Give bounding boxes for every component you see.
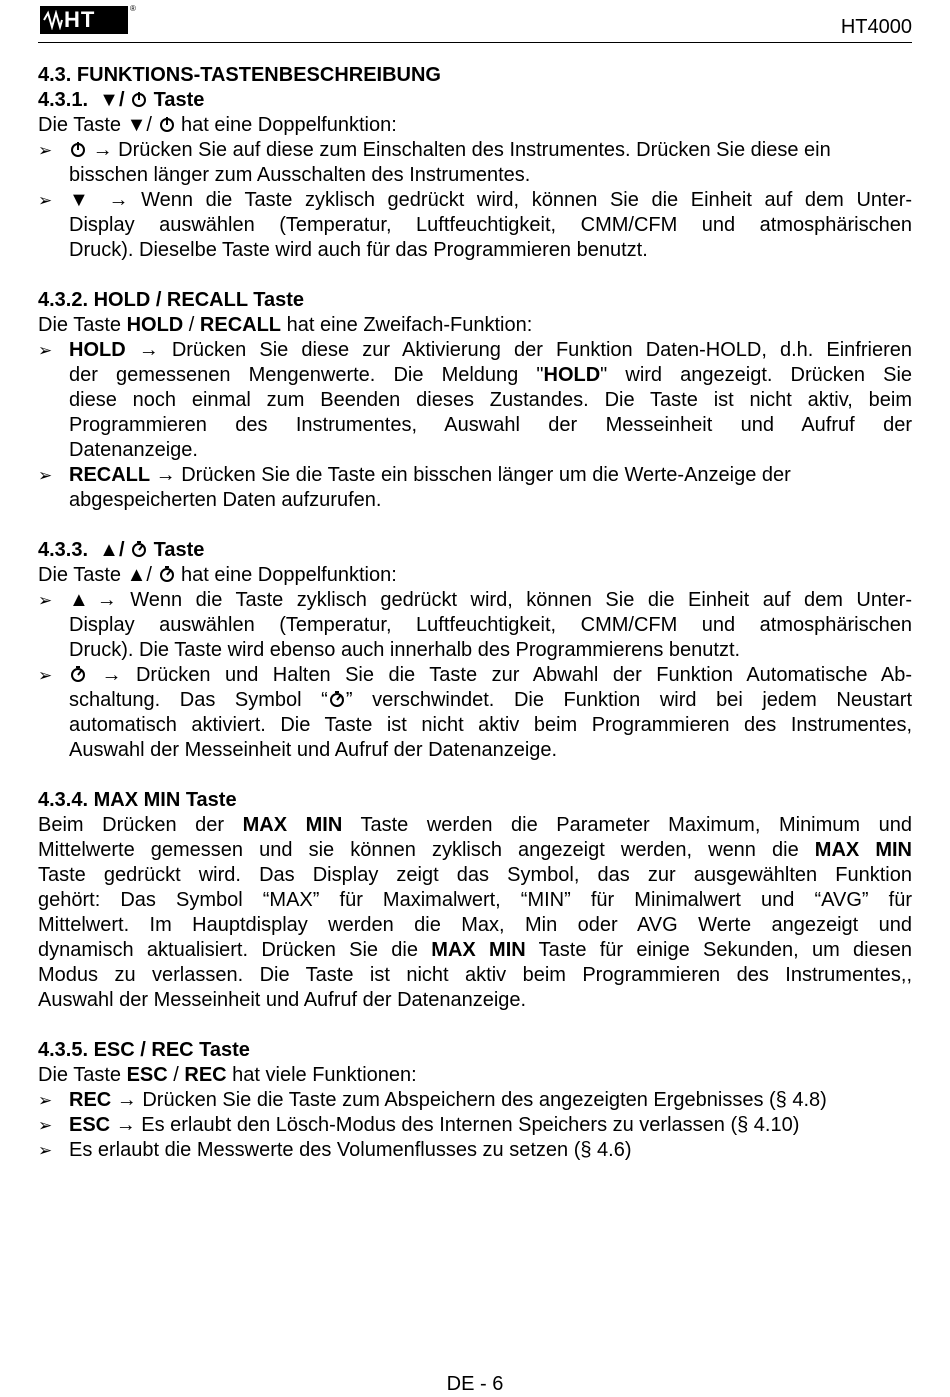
arrow-right-icon: →	[155, 464, 176, 486]
bullet-arrow-icon: ➢	[38, 191, 53, 210]
down-triangle-icon: ▼	[69, 189, 96, 211]
paragraph: Die Taste ESC / REC hat viele Funktionen:	[38, 1064, 417, 1086]
down-triangle-icon: ▼	[99, 89, 119, 111]
paragraph: Die Taste ▼/ hat eine Doppelfunktion:	[38, 114, 397, 136]
section-heading-4-3-2: 4.3.2. HOLD / RECALL Taste	[38, 289, 304, 311]
arrow-right-icon: →	[116, 1089, 137, 1111]
down-triangle-icon: ▼	[126, 114, 147, 136]
arrow-right-icon: →	[101, 664, 122, 686]
list-item: ➢ ▼ → Wenn die Taste zyklisch gedrückt wird, können Sie die Einheit auf dem Unter- Display auswählen (Temperatur, Luftfeuchtigkeit, CMM/CFM und atmosphärischen Druck). Dieselbe Taste wird auch für das Programmieren benutzt.	[38, 189, 913, 261]
paragraph-line: Beim Drücken der MAX MIN Taste werden die Parameter Maximum, Minimum und	[38, 814, 912, 836]
paragraph-line: Mittelwerte gemessen und sie können zyklisch angezeigt werden, wenn die MAX MIN	[38, 839, 912, 861]
arrow-right-icon: →	[96, 589, 117, 611]
section-heading-4-3-3: 4.3.3. ▲/ Taste	[38, 539, 205, 561]
page-number: DE - 6	[446, 1373, 504, 1395]
arrow-right-icon: →	[138, 339, 159, 361]
list-item: ➢ ESC → Es erlaubt den Lösch-Modus des Internen Speichers zu verlassen (§ 4.10)	[38, 1114, 800, 1136]
list-item: ➢ → Drücken und Halten Sie die Taste zur Abwahl der Funktion Automatische Ab- schaltung. Das Symbol “ ” verschwindet. Die Funktion wird bei jedem Neustart automatisch aktiviert. Die Taste ist nicht aktiv beim Programmieren des Instrumentes, Auswahl der Messeinheit und Aufruf der Datenanzeige.	[38, 664, 912, 761]
paragraph-line: gehört: Das Symbol “MAX” für Maximalwert, “MIN” für Minimalwert und “AVG” für	[38, 889, 912, 911]
power-icon	[158, 115, 176, 133]
arrow-right-icon: →	[92, 139, 113, 161]
bullet-arrow-icon: ➢	[38, 1091, 53, 1110]
section-heading-4-3-4: 4.3.4. MAX MIN Taste	[38, 789, 237, 811]
bullet-arrow-icon: ➢	[38, 666, 53, 685]
arrow-right-icon: →	[108, 189, 129, 211]
up-triangle-icon: ▲	[69, 589, 97, 611]
paragraph: Die Taste HOLD / RECALL hat eine Zweifach-Funktion:	[38, 314, 533, 336]
list-item: ➢ HOLD → Drücken Sie diese zur Aktivierung der Funktion Daten-HOLD, d.h. Einfrieren der gemessenen Mengenwerte. Die Meldung "HOLD" wird angezeigt. Drücken Sie diese noch einmal zum Beenden dieses Zustandes. Die Taste ist nicht aktiv, beim Programmieren des Instrumentes, Auswahl der Messeinheit und Aufruf der Datenanzeige.	[38, 339, 913, 461]
list-item: ➢ ▲→ Wenn die Taste zyklisch gedrückt wird, können Sie die Einheit auf dem Unter- Display auswählen (Temperatur, Luftfeuchtigkeit, CMM/CFM und atmosphärischen Druck). Die Taste wird ebenso auch innerhalb des Programmierens benutzt.	[38, 589, 912, 661]
page-content	[38, 63, 912, 1163]
logo-wave-icon	[43, 10, 63, 30]
auto-off-icon	[69, 665, 87, 683]
ht-logo	[40, 6, 128, 34]
registered-mark: ®	[130, 4, 136, 13]
paragraph-line: Modus zu verlassen. Die Taste ist nicht aktiv beim Programmieren des Instrumentes,,	[38, 964, 912, 986]
bullet-arrow-icon: ➢	[38, 141, 53, 160]
list-item: ➢ RECALL → Drücken Sie die Taste ein bisschen länger um die Werte-Anzeige der abgespeicherten Daten aufzurufen.	[38, 464, 791, 511]
paragraph-line: Taste gedrückt wird. Das Display zeigt das Symbol, das zur ausgewählten Funktion	[38, 864, 912, 886]
paragraph-line: Mittelwert. Im Hauptdisplay werden die Max, Min oder AVG Werte angezeigt und	[38, 914, 912, 936]
list-item: ➢ → Drücken Sie auf diese zum Einschalten des Instrumentes. Drücken Sie diese ein bisschen länger zum Ausschalten des Instrumentes.	[38, 139, 831, 186]
list-item: ➢ Es erlaubt die Messwerte des Volumenflusses zu setzen (§ 4.6)	[38, 1139, 632, 1161]
bullet-arrow-icon: ➢	[38, 591, 53, 610]
bullet-arrow-icon: ➢	[38, 1141, 53, 1160]
bullet-arrow-icon: ➢	[38, 466, 53, 485]
section-heading-4-3: 4.3. FUNKTIONS-TASTENBESCHREIBUNG	[38, 64, 441, 86]
paragraph-line: dynamisch aktualisiert. Drücken Sie die MAX MIN Taste für einige Sekunden, um diesen	[38, 939, 912, 961]
logo-text: HT	[64, 7, 96, 32]
up-triangle-icon: ▲	[126, 564, 147, 586]
paragraph-line: Auswahl der Messeinheit und Aufruf der Datenanzeige.	[38, 989, 527, 1011]
power-icon	[130, 90, 148, 108]
bullet-arrow-icon: ➢	[38, 1116, 53, 1135]
arrow-right-icon: →	[115, 1114, 136, 1136]
model-name: HT4000	[840, 16, 912, 38]
auto-off-icon	[130, 540, 148, 558]
list-item: ➢ REC → Drücken Sie die Taste zum Abspeichern des angezeigten Ergebnisses (§ 4.8)	[38, 1089, 827, 1111]
up-triangle-icon: ▲	[99, 539, 119, 561]
auto-off-icon	[328, 690, 346, 708]
section-heading-4-3-5: 4.3.5. ESC / REC Taste	[38, 1039, 250, 1061]
auto-off-icon	[158, 565, 176, 583]
bullet-arrow-icon: ➢	[38, 341, 53, 360]
paragraph: Die Taste ▲/ hat eine Doppelfunktion:	[38, 564, 397, 586]
section-heading-4-3-1: 4.3.1. ▼/ Taste	[38, 89, 205, 111]
page-header	[38, 0, 912, 43]
power-icon	[69, 140, 87, 158]
